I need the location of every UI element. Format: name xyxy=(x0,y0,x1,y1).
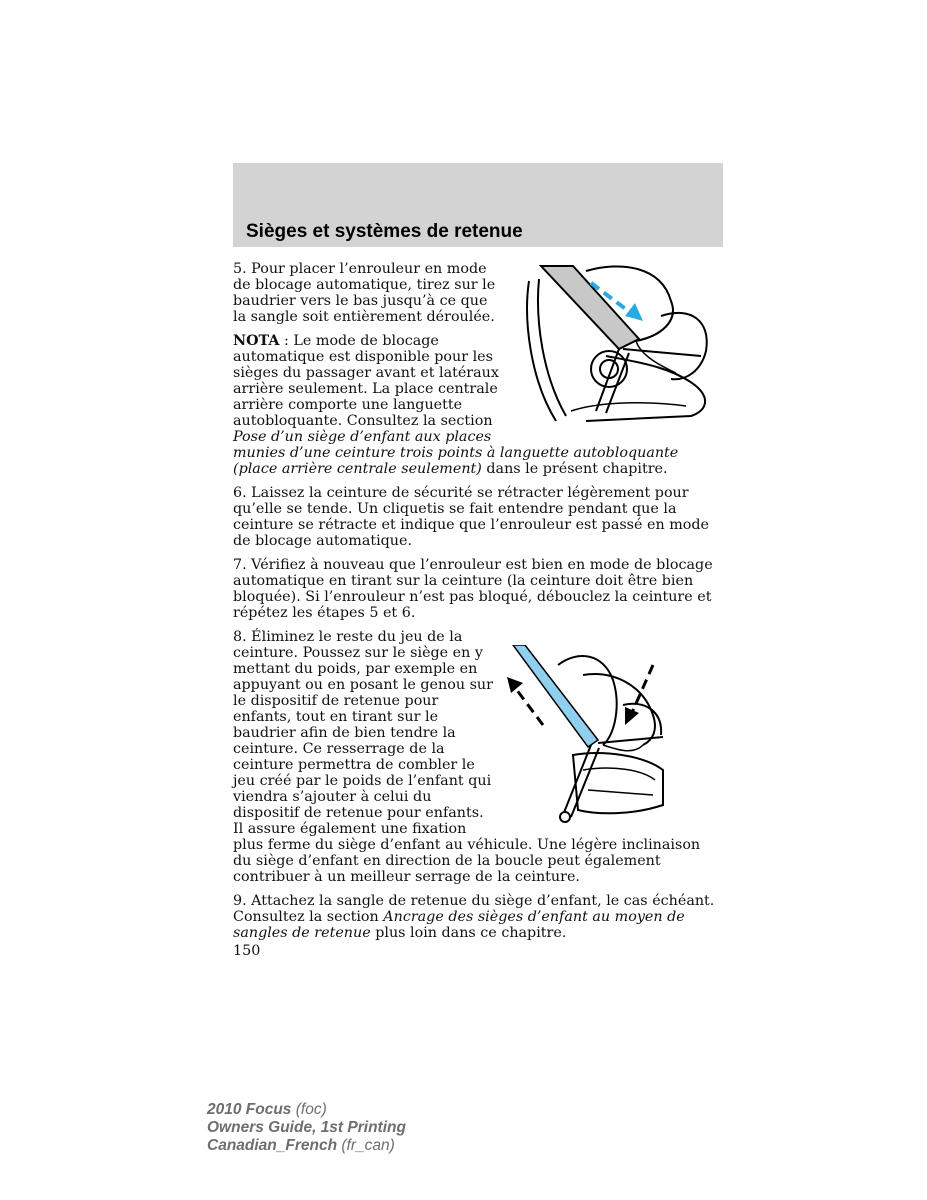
step-9-section-ref: Ancrage des sièges d’enfant au moyen de sangles de retenue xyxy=(233,909,685,941)
nota-section-ref: Pose d’un siège d’enfant aux places munies d’une ceinture trois points à languette autobloquante (place arrière centrale seulement) xyxy=(233,429,679,477)
footer-language-code: (fr_can) xyxy=(337,1137,395,1154)
step-6: 6. Laissez la ceinture de sécurité se rétracter légèrement pour qu’elle se tende. Un cliquetis se fait entendre pendant que la ceinture se rétracte et indique que l’enrouleur est passé en mode de blocage automatique. xyxy=(233,485,710,549)
footer-line-3 xyxy=(207,1137,406,1155)
step-9-tail: plus loin dans ce chapitre. xyxy=(370,925,567,941)
page-content xyxy=(233,261,723,959)
page-number: 150 xyxy=(233,943,261,959)
section-title: Sièges et systèmes de retenue xyxy=(246,221,523,242)
nota-text: : Le mode de blocage automatique est disponible pour les sièges du passager avant et latéraux arrière seulement. La place centrale arrière comporte une languette autobloquante. Consultez la section xyxy=(233,333,499,429)
step-5: 5. Pour placer l’enrouleur en mode de blocage automatique, tirez sur le baudrier vers le bas jusqu’à ce que la sangle soit entièrement déroulée. xyxy=(233,261,496,325)
print-footer xyxy=(207,1101,406,1155)
footer-line-1 xyxy=(207,1101,406,1119)
nota-label: NOTA xyxy=(233,333,280,349)
step-8: 8. Éliminez le reste du jeu de la ceinture. Poussez sur le siège en y mettant du poids, par exemple en appuyant ou en posant le genou sur le dispositif de retenue pour enfants, tout en tirant sur le baudrier afin de bien tendre la ceinture. Ce resserrage de la ceinture permettra de combler le jeu créé par le poids de l’enfant qui viendra s’ajouter à celui du dispositif de retenue pour enfants. Il assure également une fixation plus ferme du siège d’enfant au véhicule. Une légère inclinaison du siège d’enfant en direction de la boucle peut également contribuer à un meilleur serrage de la ceinture. xyxy=(233,629,701,885)
nota-tail: dans le présent chapitre. xyxy=(481,461,668,477)
footer-line-2: Owners Guide, 1st Printing xyxy=(207,1119,406,1136)
belt-lock-illustration xyxy=(511,261,731,431)
footer-model: 2010 Focus xyxy=(207,1101,292,1118)
footer-model-code: (foc) xyxy=(291,1101,327,1118)
step-9-text: 9. Attachez la sangle de retenue du siège d’enfant, le cas échéant. Consultez la section xyxy=(233,893,715,925)
footer-language: Canadian_French xyxy=(207,1137,338,1154)
tighten-belt-illustration xyxy=(503,645,699,825)
step-9 xyxy=(233,893,723,941)
step-7: 7. Vérifiez à nouveau que l’enrouleur est bien en mode de blocage automatique en tirant sur la ceinture (la ceinture doit être bien bloquée). Si l’enrouleur n’est pas bloqué, débouclez la ceinture et répétez les étapes 5 et 6. xyxy=(233,557,713,621)
section-header-band xyxy=(233,163,723,247)
